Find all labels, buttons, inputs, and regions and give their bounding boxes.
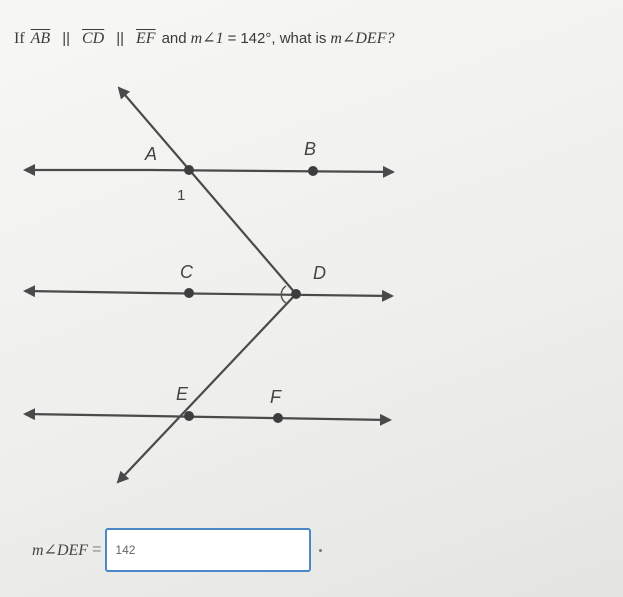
transversal-ad (119, 88, 296, 294)
label-f: F (270, 387, 281, 407)
point-b (308, 166, 318, 176)
label-b: B (304, 139, 317, 159)
angle-1-expression: m∠1 (190, 30, 224, 47)
angle-1-value: 142° (240, 30, 272, 47)
line-ef (25, 414, 150, 416)
point-e (184, 411, 194, 421)
point-a (184, 165, 194, 175)
point-f (273, 413, 283, 423)
point-d (291, 289, 301, 299)
label-angle-1: 1 (177, 187, 186, 204)
segment-ab: $\overline{AB}$ (30, 30, 51, 47)
question-prefix: If (14, 30, 25, 47)
target-angle: m∠DEF? (330, 30, 395, 47)
label-c: C (180, 262, 193, 282)
input-trailing-dot (319, 549, 322, 552)
answer-label: m∠DEF (32, 542, 89, 559)
line-cd (25, 291, 150, 293)
parallel-symbol: || (62, 30, 70, 47)
answer-equals: = (92, 541, 102, 558)
equals-sign: = (227, 30, 237, 47)
segment-ef: $\overline{EF}$ (136, 30, 156, 47)
label-a: A (145, 144, 158, 164)
answer-row (32, 528, 322, 572)
point-c (184, 288, 194, 298)
label-e: E (176, 384, 189, 404)
parallel-symbol: || (116, 30, 125, 47)
label-d: D (313, 263, 326, 283)
ask-text: , what is (271, 30, 327, 47)
answer-input[interactable] (105, 528, 311, 572)
and-text: and (161, 30, 187, 47)
segment-cd: $\overline{CD}$ (82, 30, 105, 47)
